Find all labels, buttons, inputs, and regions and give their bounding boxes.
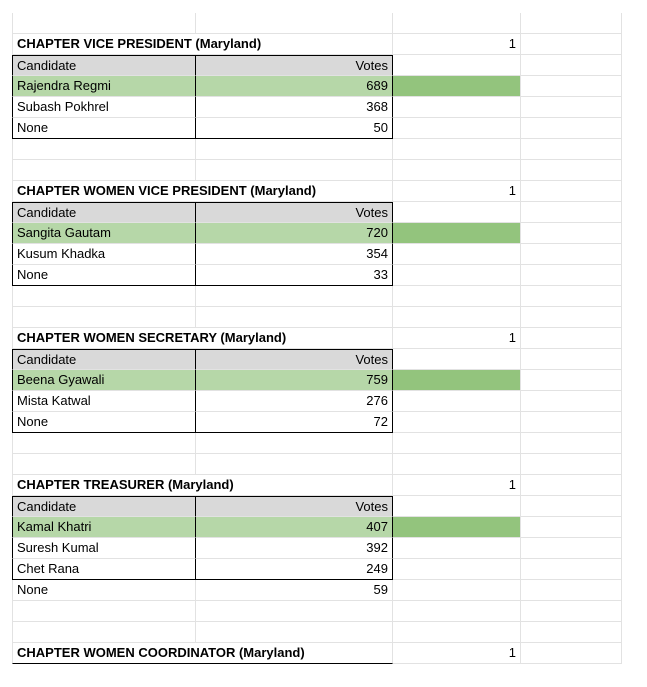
vote-count[interactable]: 276 [196,391,393,412]
table-row [0,412,647,433]
empty-cell[interactable] [196,286,393,307]
empty-cell[interactable] [521,34,622,55]
candidate-name[interactable]: Subash Pokhrel [12,97,196,118]
empty-cell[interactable] [393,160,521,181]
candidate-name[interactable]: Chet Rana [12,559,196,580]
empty-cell[interactable] [196,34,393,55]
empty-cell[interactable] [521,538,622,559]
vote-count[interactable]: 407 [196,517,393,538]
candidate-name[interactable]: Beena Gyawali [12,370,196,391]
empty-cell[interactable] [521,391,622,412]
empty-row [0,433,647,454]
vote-count[interactable]: 249 [196,559,393,580]
votes-header[interactable]: Votes [196,202,393,223]
vote-count[interactable]: 689 [196,76,393,97]
winner-highlight[interactable] [393,370,521,391]
empty-cell[interactable] [521,307,622,328]
empty-cell[interactable] [393,286,521,307]
candidate-header[interactable]: Candidate [12,349,196,370]
empty-cell[interactable] [521,55,622,76]
empty-cell[interactable] [12,307,196,328]
empty-cell[interactable] [521,454,622,475]
candidate-name[interactable]: Kamal Khatri [12,517,196,538]
table-row [0,244,647,265]
empty-cell[interactable] [393,244,521,265]
votes-header[interactable]: Votes [196,496,393,517]
empty-row [0,13,647,34]
empty-cell[interactable] [393,496,521,517]
vote-count[interactable]: 720 [196,223,393,244]
empty-cell[interactable] [521,622,622,643]
empty-cell[interactable] [521,433,622,454]
empty-cell[interactable] [393,349,521,370]
empty-cell[interactable] [393,202,521,223]
empty-row [0,139,647,160]
vote-count[interactable]: 59 [196,580,393,601]
section-title-row [0,643,647,664]
empty-cell[interactable] [393,265,521,286]
empty-cell[interactable] [521,202,622,223]
empty-cell[interactable] [521,139,622,160]
candidate-name[interactable]: Mista Katwal [12,391,196,412]
empty-cell[interactable] [393,55,521,76]
empty-cell[interactable] [12,433,196,454]
table-row [0,391,647,412]
empty-cell[interactable] [12,622,196,643]
rank-value[interactable]: 1 [393,475,521,496]
empty-cell[interactable] [521,412,622,433]
empty-cell[interactable] [196,13,393,34]
empty-cell[interactable] [393,601,521,622]
table-row [0,538,647,559]
empty-cell[interactable] [393,391,521,412]
vote-count[interactable]: 50 [196,118,393,139]
rank-value[interactable]: 1 [393,181,521,202]
table-row [0,370,647,391]
candidate-name[interactable]: Kusum Khadka [12,244,196,265]
empty-cell[interactable] [393,139,521,160]
table-row [0,517,647,538]
table-header-row [0,349,647,370]
empty-cell[interactable] [521,181,622,202]
section-title[interactable]: CHAPTER VICE PRESIDENT (Maryland) [12,34,196,55]
empty-cell[interactable] [196,454,393,475]
empty-cell[interactable] [393,118,521,139]
votes-header[interactable]: Votes [196,55,393,76]
empty-cell[interactable] [521,559,622,580]
candidate-header[interactable]: Candidate [12,496,196,517]
section-title[interactable]: CHAPTER WOMEN VICE PRESIDENT (Maryland) [12,181,196,202]
empty-cell[interactable] [521,496,622,517]
table-header-row [0,496,647,517]
candidate-name[interactable]: None [12,412,196,433]
candidate-name[interactable]: None [12,580,196,601]
empty-cell[interactable] [521,601,622,622]
table-row [0,559,647,580]
candidate-name[interactable]: Suresh Kumal [12,538,196,559]
table-row [0,76,647,97]
empty-cell[interactable] [196,160,393,181]
winner-highlight[interactable] [393,517,521,538]
empty-cell[interactable] [521,76,622,97]
empty-cell[interactable] [12,160,196,181]
empty-cell[interactable] [393,307,521,328]
candidate-header[interactable]: Candidate [12,55,196,76]
empty-row [0,160,647,181]
empty-cell[interactable] [521,97,622,118]
winner-highlight[interactable] [393,76,521,97]
empty-cell[interactable] [12,601,196,622]
empty-row [0,454,647,475]
empty-cell[interactable] [521,328,622,349]
table-row [0,97,647,118]
empty-cell[interactable] [521,160,622,181]
empty-cell[interactable] [521,475,622,496]
empty-cell[interactable] [393,580,521,601]
empty-cell[interactable] [521,265,622,286]
section-title[interactable]: CHAPTER WOMEN SECRETARY (Maryland) [12,328,196,349]
empty-cell[interactable] [196,433,393,454]
empty-cell[interactable] [12,139,196,160]
empty-row [0,286,647,307]
empty-cell[interactable] [521,643,622,664]
empty-cell[interactable] [393,454,521,475]
empty-cell[interactable] [196,328,393,349]
section-title[interactable]: CHAPTER WOMEN COORDINATOR (Maryland) [12,643,196,664]
section-title-row [0,181,647,202]
empty-cell[interactable] [521,118,622,139]
section-title[interactable]: CHAPTER TREASURER (Maryland) [12,475,196,496]
empty-cell[interactable] [393,433,521,454]
table-row [0,223,647,244]
votes-header[interactable]: Votes [196,349,393,370]
vote-count[interactable]: 368 [196,97,393,118]
empty-cell[interactable] [521,13,622,34]
empty-cell[interactable] [12,454,196,475]
table-row [0,118,647,139]
candidate-name[interactable]: Sangita Gautam [12,223,196,244]
empty-row [0,307,647,328]
empty-cell[interactable] [521,286,622,307]
table-row [0,580,647,601]
table-row [0,265,647,286]
empty-cell[interactable] [393,538,521,559]
table-header-row [0,202,647,223]
section-title-row [0,475,647,496]
section-title-row [0,328,647,349]
empty-cell[interactable] [393,13,521,34]
empty-row [0,601,647,622]
empty-cell[interactable] [521,580,622,601]
vote-count[interactable]: 354 [196,244,393,265]
section-title-row [0,34,647,55]
vote-count[interactable]: 33 [196,265,393,286]
empty-cell[interactable] [196,622,393,643]
empty-cell[interactable] [12,286,196,307]
candidate-header[interactable]: Candidate [12,202,196,223]
candidate-name[interactable]: None [12,118,196,139]
table-header-row [0,55,647,76]
empty-cell[interactable] [521,244,622,265]
rank-value[interactable]: 1 [393,643,521,664]
rank-value[interactable]: 1 [393,34,521,55]
empty-cell[interactable] [196,181,393,202]
candidate-name[interactable]: None [12,265,196,286]
empty-cell[interactable] [521,370,622,391]
empty-cell[interactable] [196,601,393,622]
winner-highlight[interactable] [393,223,521,244]
empty-cell[interactable] [196,139,393,160]
vote-count[interactable]: 72 [196,412,393,433]
empty-row [0,622,647,643]
empty-cell[interactable] [12,13,196,34]
empty-cell[interactable] [196,643,393,664]
empty-cell[interactable] [196,307,393,328]
empty-cell[interactable] [393,559,521,580]
rank-value[interactable]: 1 [393,328,521,349]
vote-count[interactable]: 759 [196,370,393,391]
empty-cell[interactable] [393,97,521,118]
vote-count[interactable]: 392 [196,538,393,559]
empty-cell[interactable] [196,475,393,496]
empty-cell[interactable] [521,349,622,370]
empty-cell[interactable] [393,412,521,433]
empty-cell[interactable] [521,517,622,538]
empty-cell[interactable] [521,223,622,244]
empty-cell[interactable] [393,622,521,643]
candidate-name[interactable]: Rajendra Regmi [12,76,196,97]
